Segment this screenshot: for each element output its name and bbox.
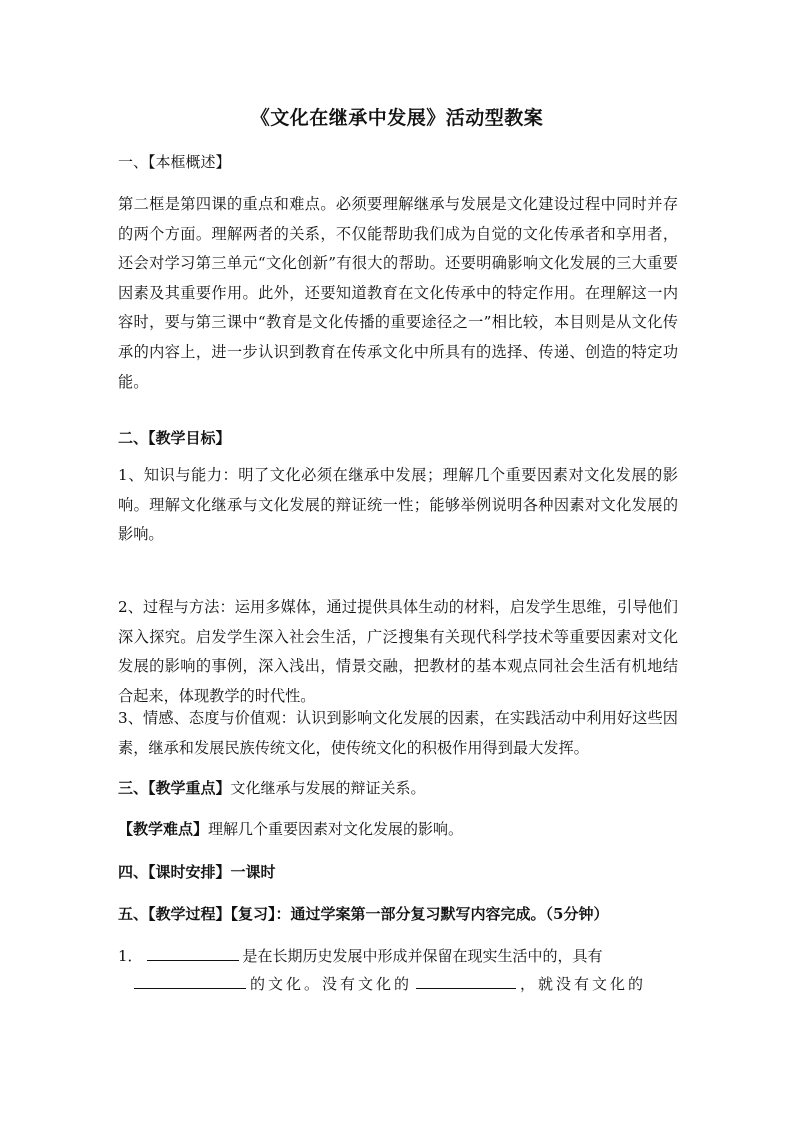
document-title: 《文化在继承中发展》活动型教案 [250,107,544,129]
question-1-line-1 [118,945,603,966]
overview-paragraph: 第二框是第四课的重点和难点。必须要理解继承与发展是文化建设过程中同时并存的两个方面。理解两者的关系，不仅能帮助我们成为自觉的文化传承者和享用者，还会对学习第三单元“文化创新”有很大的帮助。还要明确影响文化发展的三大重要因素及其重要作用。此外，还要知道教育在文化传承中的特定作用。在理解这一内容时，要与第三课中“教育是文化传播的重要途径之一”相比较，本目则是从文化传承的内容上，进一步认识到教育在传承文化中所具有的选择、传递、创造的特定功能。 [118,195,678,391]
fill-blank-1[interactable] [147,946,239,961]
section-heading-goals: 二、【教学目标】 [118,429,231,447]
fill-blank-3[interactable] [416,974,516,989]
question-1-text-b: 的文化。没有文化的 [250,975,413,993]
question-1-number: 1． [118,947,143,965]
key-points-line [118,777,426,798]
goal-attitude-paragraph: 3、情感、态度与价值观：认识到影响文化发展的因素，在实践活动中利用好这些因素，继承和发展民族传统文化，使传统文化的积极作用得到最大发挥。 [118,709,678,757]
section-heading-overview: 一、【本框概述】 [118,153,231,171]
goal-knowledge-paragraph: 1、知识与能力：明了文化必须在继承中发展；理解几个重要因素对文化发展的影响。理解文化继承与文化发展的辩证统一性；能够举例说明各种因素对文化发展的影响。 [118,466,678,544]
difficulty-label: 【教学难点】 [118,820,209,838]
section-heading-key-points: 三、【教学重点】 [118,779,231,797]
difficulty-text: 理解几个重要因素对文化发展的影响。 [208,820,464,838]
key-points-text: 文化继承与发展的辩证关系。 [230,779,426,797]
goal-process-paragraph: 2、过程与方法：运用多媒体，通过提供具体生动的材料，启发学生思维，引导他们深入探究。启发学生深入社会生活，广泛搜集有关现代科学技术等重要因素对文化发展的影响的事例，深入浅出，情景交融，把教材的基本观点同社会生活有机地结合起来，体现教学的时代性。 [118,598,678,705]
section-heading-schedule: 四、【课时安排】一课时 [118,863,276,881]
difficulty-line [118,818,463,839]
section-heading-process: 五、【教学过程】【复习】：通过学案第一部分复习默写内容完成。（5分钟） [118,905,609,923]
question-1-text-a: 是在长期历史发展中形成并保留在现实生活中的，具有 [242,947,603,965]
fill-blank-2[interactable] [134,974,246,989]
question-1-line-2 [134,973,646,994]
question-1-text-c: ，就没有文化的 [520,975,647,993]
